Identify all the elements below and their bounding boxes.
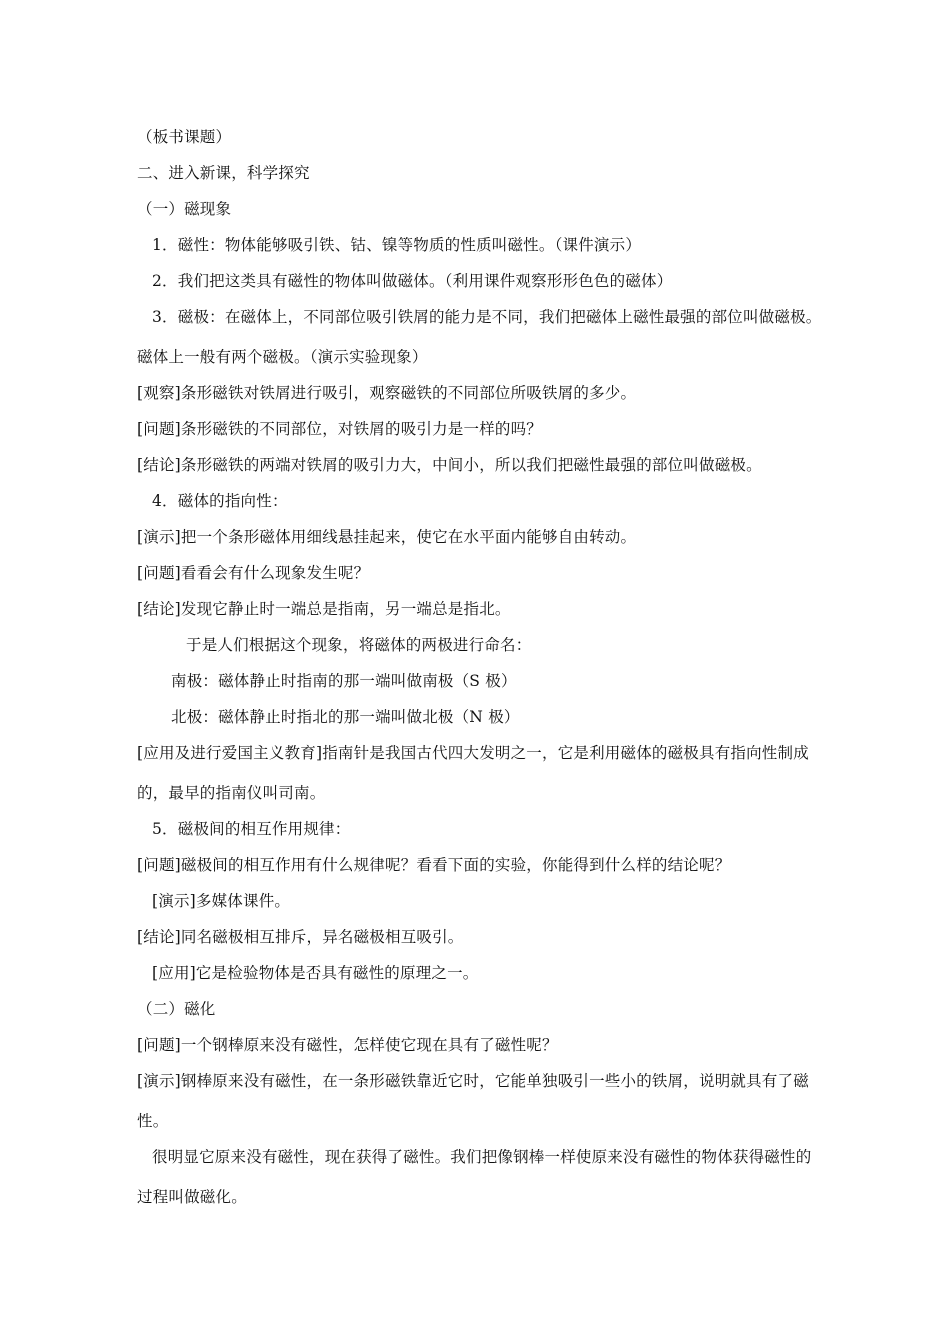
text-line-12: [演示]把一个条形磁体用细线悬挂起来，使它在水平面内能够自由转动。: [137, 528, 637, 546]
text-line-27: [演示]钢棒原来没有磁性，在一条形磁铁靠近它时，它能单独吸引一些小的铁屑，说明就具有了磁: [137, 1072, 809, 1090]
text-line-14: [结论]发现它静止时一端总是指南，另一端总是指北。: [137, 600, 511, 618]
text-line-20: 5．磁极间的相互作用规律：: [152, 820, 351, 838]
text-line-8: [观察]条形磁铁对铁屑进行吸引，观察磁铁的不同部位所吸铁屑的多少。: [137, 384, 637, 402]
text-line-25: （二）磁化: [137, 1000, 216, 1018]
text-line-19: 的，最早的指南仪叫司南。: [137, 784, 326, 802]
text-line-10: [结论]条形磁铁的两端对铁屑的吸引力大，中间小，所以我们把磁性最强的部位叫做磁极。: [137, 456, 762, 474]
text-line-11: 4．磁体的指向性：: [152, 492, 288, 510]
text-line-23: [结论]同名磁极相互排斥，异名磁极相互吸引。: [137, 928, 464, 946]
text-line-9: [问题]条形磁铁的不同部位，对铁屑的吸引力是一样的吗？: [137, 420, 542, 438]
text-line-1: （板书课题）: [137, 128, 232, 146]
text-line-16: 南极：磁体静止时指南的那一端叫做南极（S 极）: [171, 672, 517, 690]
text-line-13: [问题]看看会有什么现象发生呢？: [137, 564, 370, 582]
text-line-2: 二、进入新课，科学探究: [137, 164, 310, 182]
text-line-29: 很明显它原来没有磁性，现在获得了磁性。我们把像钢棒一样使原来没有磁性的物体获得磁性的: [152, 1148, 812, 1166]
text-line-5: 2．我们把这类具有磁性的物体叫做磁体。（利用课件观察形形色色的磁体）: [152, 272, 673, 290]
text-line-18: [应用及进行爱国主义教育]指南针是我国古代四大发明之一，它是利用磁体的磁极具有指向性制成: [137, 744, 809, 762]
text-line-4: 1．磁性：物体能够吸引铁、钴、镍等物质的性质叫磁性。（课件演示）: [152, 236, 642, 254]
text-line-17: 北极：磁体静止时指北的那一端叫做北极（N 极）: [171, 708, 520, 726]
text-line-15: 于是人们根据这个现象，将磁体的两极进行命名：: [186, 636, 532, 654]
text-line-7: 磁体上一般有两个磁极。（演示实验现象）: [137, 348, 428, 366]
text-line-28: 性。: [137, 1112, 169, 1130]
text-line-24: [应用]它是检验物体是否具有磁性的原理之一。: [152, 964, 479, 982]
text-line-22: [演示]多媒体课件。: [152, 892, 291, 910]
text-line-30: 过程叫做磁化。: [137, 1188, 247, 1206]
text-line-3: （一）磁现象: [137, 200, 232, 218]
text-line-6: 3．磁极：在磁体上，不同部位吸引铁屑的能力是不同，我们把磁体上磁性最强的部位叫做磁极。: [152, 308, 822, 326]
text-line-26: [问题]一个钢棒原来没有磁性，怎样使它现在具有了磁性呢？: [137, 1036, 558, 1054]
text-line-21: [问题]磁极间的相互作用有什么规律呢？看看下面的实验，你能得到什么样的结论呢？: [137, 856, 731, 874]
